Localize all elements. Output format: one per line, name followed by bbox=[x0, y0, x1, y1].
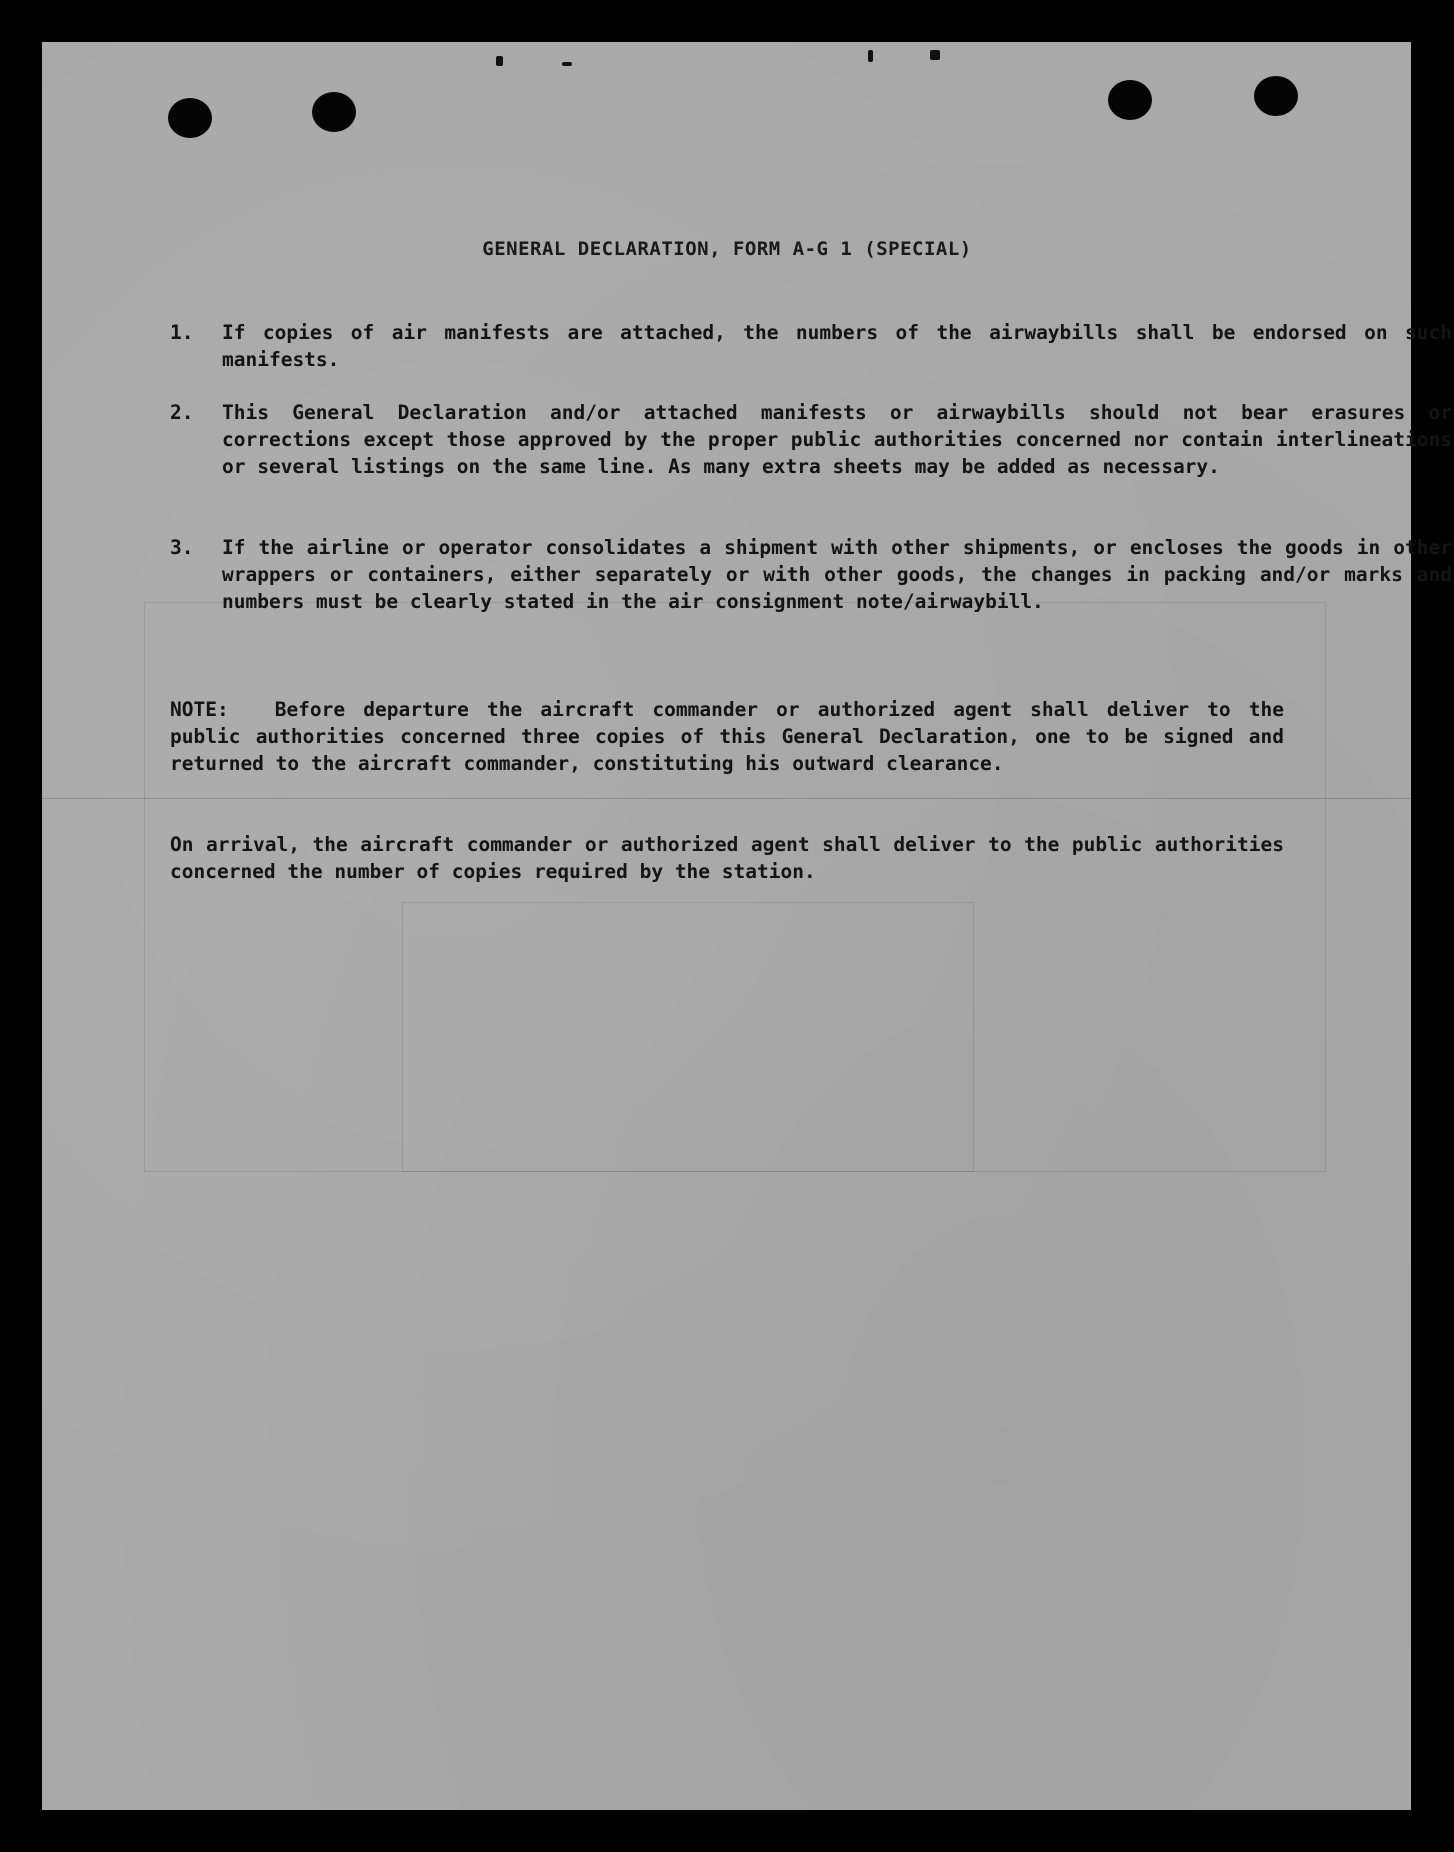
list-item bbox=[170, 534, 1454, 646]
list-item-number: 1. bbox=[170, 321, 194, 344]
list-item-text: If the airline or operator consolidates a shipment with other shipments, or encloses the goods in other wrappers or containers, either separately or with other goods, the changes in packing and/or marks and numbers must be clearly stated in the air consignment note/airwaybill. bbox=[222, 536, 1452, 613]
list-item bbox=[170, 399, 1454, 511]
list-item-text: This General Declaration and/or attached manifests or airwaybills should not bear erasures or corrections except those approved by the proper public authorities concerned nor contain interlineations or several listings on the same line. As many extra sheets may be added as necessary. bbox=[222, 401, 1452, 478]
list-item-number: 3. bbox=[170, 536, 194, 559]
list-item-text: If copies of air manifests are attached, the numbers of the airwaybills shall be endorsed on such manifests. bbox=[222, 321, 1452, 371]
ink-speck bbox=[930, 50, 940, 60]
ink-speck bbox=[868, 50, 873, 62]
show-through-box bbox=[402, 902, 974, 1172]
ink-speck bbox=[562, 62, 572, 66]
note-label: NOTE: bbox=[170, 698, 229, 721]
ink-speck bbox=[496, 56, 503, 66]
note-text: Before departure the aircraft commander or authorized agent shall deliver to the public authorities concerned three copies of this General Declaration, one to be signed and returned to the aircraft commander, constituting his outward clearance. bbox=[170, 698, 1284, 775]
punch-hole-top-left-2 bbox=[312, 92, 356, 132]
punch-hole-top-right-1 bbox=[1108, 80, 1152, 120]
punch-hole-top-right-2 bbox=[1254, 76, 1298, 116]
list-item bbox=[170, 319, 1454, 379]
punch-hole-top-left-1 bbox=[168, 98, 212, 138]
document-page bbox=[42, 42, 1411, 1810]
note-paragraph bbox=[170, 696, 1284, 777]
document-title: GENERAL DECLARATION, FORM A-G 1 (SPECIAL) bbox=[482, 238, 972, 260]
arrival-paragraph: On arrival, the aircraft commander or authorized agent shall deliver to the public authorities concerned the number of copies required by the station. bbox=[170, 833, 1284, 883]
list-item-number: 2. bbox=[170, 401, 194, 424]
